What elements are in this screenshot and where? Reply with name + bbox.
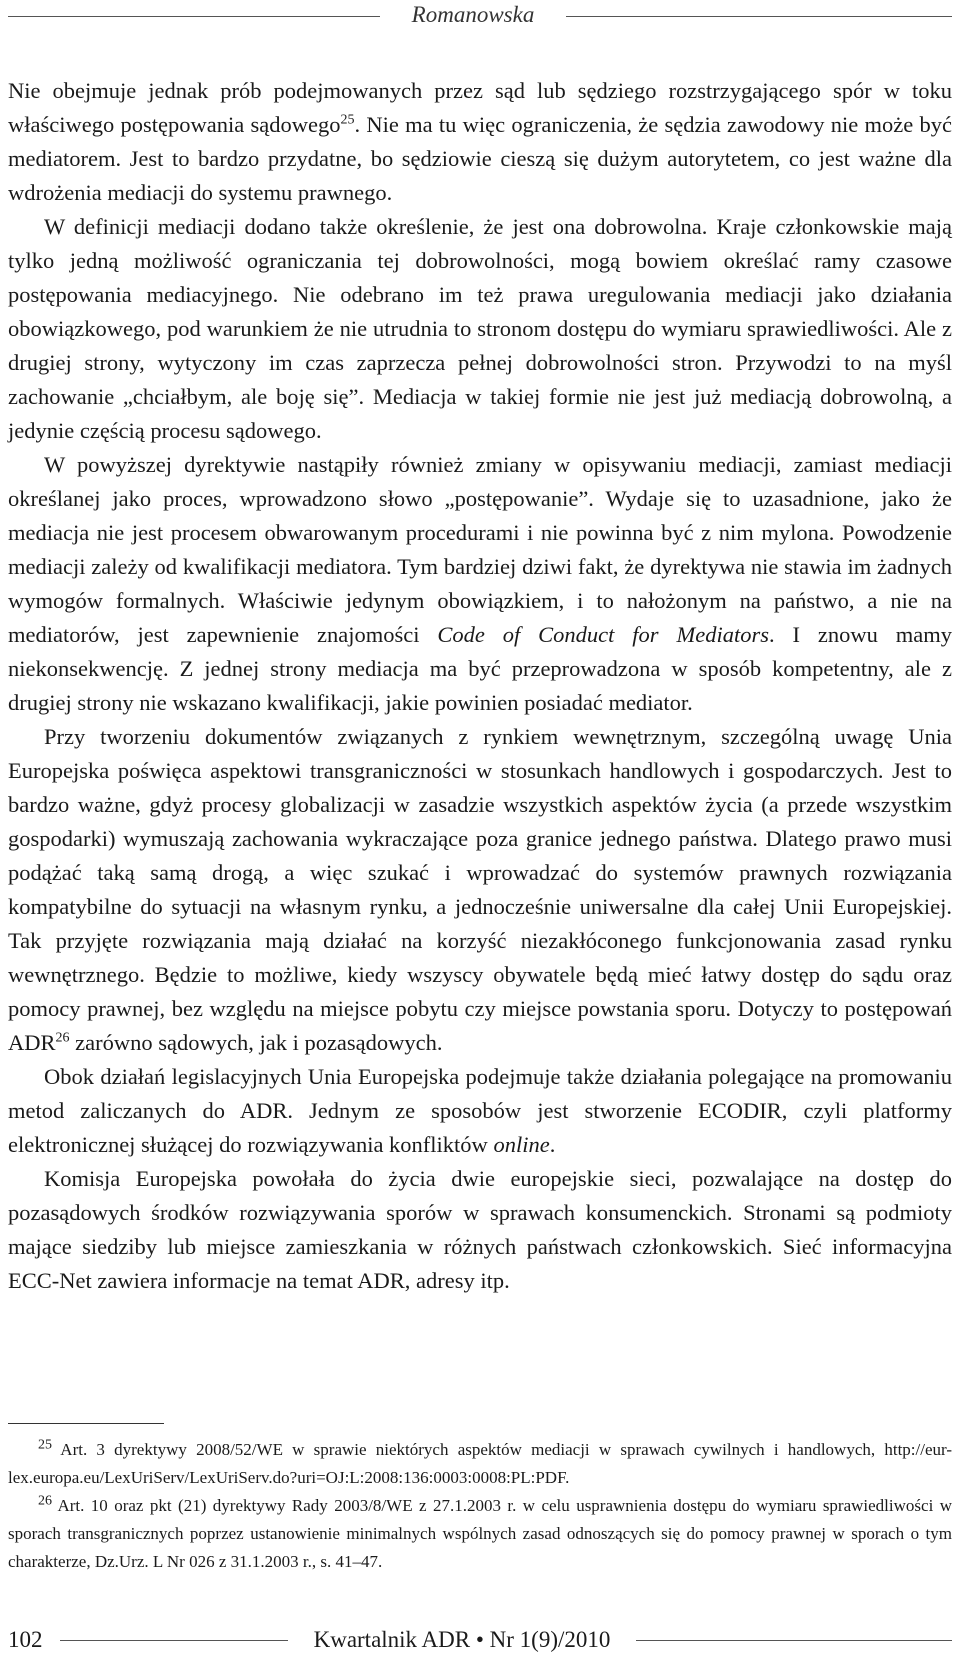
italic-term: online — [493, 1132, 550, 1157]
paragraph-6: Komisja Europejska powołała do życia dwie europejskie sieci, pozwalające na dostęp do pozasądowych środków rozwiązywania sporów w sprawach konsumenckich. Stronami są podmioty mające siedziby lub miejsce zamieszkania w różnych państwach członkowskich. Sieć informacyjna ECC-Net zawiera informacje na temat ADR, adresy itp. — [8, 1166, 952, 1293]
italic-title: Code of Conduct for Mediators — [437, 622, 769, 647]
footnote-ref-26[interactable]: 26 — [55, 1030, 70, 1046]
footnote-text: Art. 3 dyrektywy 2008/52/WE w sprawie niektórych aspektów mediacji w sprawach cywilnych i handlowych, http://eur-lex.europa.eu/LexUriServ/LexUriServ.do?uri=OJ:L:2008:136:0003:0008:PL:PDF. — [8, 1440, 952, 1487]
paragraph-4 — [8, 720, 952, 1060]
page-footer — [8, 1626, 952, 1656]
paragraph-1 — [8, 74, 952, 210]
header-rule-right — [566, 16, 952, 17]
page-number: 102 — [8, 1627, 43, 1652]
paragraph-text: Przy tworzeniu dokumentów związanych z rynkiem wewnętrznym, szczególną uwagę Unia Europejska poświęca aspektowi transgraniczności w stosunkach handlowych i gospodarczych. Jest to bardzo ważne, gdyż procesy globalizacji w zasadzie wszystkich aspektów życia (a przede wszystkim gospodarki) wymuszają zachowania wykraczające poza granice jednego państwa. Dlatego prawo musi podążać taką samą drogą, a więc szukać i wprowadzać do systemów prawnych rozwiązania kompatybilne do sytuacji na własnym rynku, a jednocześnie uniwersalne dla całej Unii Europejskiej. Tak przyjęte rozwiązania mają działać na korzyść niezakłóconego funkcjonowania zasad rynku wewnętrznego. Będzie to możliwe, kiedy wszyscy obywatele będą mieć łatwy dostęp do sądu oraz pomocy prawnej, bez względu na miejsce pobytu czy miejsce powstania sporu. Dotyczy to postępowań ADR — [8, 724, 952, 1055]
paragraph-text: Nie obejmuje jednak prób podejmowanych przez sąd lub sędziego rozstrzygającego spór w toku właściwego postępowania sądowego — [8, 78, 952, 137]
paragraph-text: . I znowu mamy niekonsekwencję. Z jednej strony mediacja ma być przeprowadzona w sposób kompetentny, ale z drugiej strony nie wskazano kwalifikacji, jakie powinien posiadać mediator. — [8, 622, 953, 715]
paragraph-text: . Nie ma tu więc ograniczenia, że sędzia zawodowy nie może być mediatorem. Jest to bardzo przydatne, bo sędziowie cieszą się dużym autorytetem, co jest ważne dla wdrożenia mediacji do systemu prawnego. — [8, 112, 952, 205]
paragraph-2: W definicji mediacji dodano także określenie, że jest ona dobrowolna. Kraje członkowskie mają tylko jedną możliwość ograniczania tej dobrowolności, mogą bowiem określać ramy czasowe postępowania mediacyjnego. Nie odebrano im też prawa uregulowania mediacji jako działania obowiązkowego, pod warunkiem że nie utrudnia to stronom dostępu do wymiaru sprawiedliwości. Ale z drugiej strony, wytyczony im czas zaprzecza pełnej dobrowolności stron. Przywodzi to na myśl zachowanie „chciałbym, ale boję się”. Mediacja w takiej formie nie jest już mediacją dobrowolną, a jedynie częścią procesu sądowego. — [8, 214, 952, 443]
footnote-number: 25 — [38, 1437, 52, 1453]
footnote-ref-25[interactable]: 25 — [340, 112, 355, 128]
footer-rule-right — [636, 1640, 952, 1641]
paragraph-5 — [8, 1060, 952, 1162]
paragraph-text: . — [549, 1132, 556, 1157]
footnotes — [8, 1436, 952, 1576]
footnote-25 — [8, 1436, 952, 1492]
journal-title: Kwartalnik ADR • Nr 1(9)/2010 — [313, 1627, 611, 1652]
paragraph-text: zarówno sądowych, jak i pozasądowych. — [69, 1030, 443, 1055]
footnote-separator — [8, 1423, 164, 1424]
footnote-number: 26 — [38, 1493, 52, 1509]
running-head: Romanowska — [411, 2, 535, 27]
footnote-text: Art. 10 oraz pkt (21) dyrektywy Rady 2003/8/WE z 27.1.2003 r. w celu usprawnienia dostępu do wymiaru sprawiedliwości w sporach transgranicznych poprzez ustanowienie minimalnych wspólnych zasad odnoszących się do pomocy prawnej w sporach o tym charakterze, Dz.Urz. L Nr 026 z 31.1.2003 r., s. 41–47. — [8, 1496, 952, 1571]
footer-rule-left — [60, 1640, 288, 1641]
paragraph-3 — [8, 448, 952, 720]
footnote-26 — [8, 1492, 952, 1576]
page-header — [0, 0, 960, 34]
article-body — [8, 74, 952, 1298]
header-rule-left — [8, 16, 380, 17]
paragraph-text: Obok działań legislacyjnych Unia Europejska podejmuje także działania polegające na promowaniu metod zaliczanych do ADR. Jednym ze sposobów jest stworzenie ECODIR, czyli platformy elektronicznej służącej do rozwiązywania konfliktów — [8, 1064, 952, 1157]
paragraph-text: W powyższej dyrektywie nastąpiły również zmiany w opisywaniu mediacji, zamiast mediacji określanej jako proces, wprowadzono słowo „postępowanie”. Wydaje się to uzasadnione, jako że mediacja nie jest procesem obwarowanym procedurami i nie powinna być z nim mylona. Powodzenie mediacji zależy od kwalifikacji mediatora. Tym bardziej dziwi fakt, że dyrektywa nie stawia im żadnych wymogów formalnych. Właściwie jedynym obowiązkiem, i to nałożonym na państwo, a nie na mediatorów, jest zapewnienie znajomości — [8, 452, 952, 647]
